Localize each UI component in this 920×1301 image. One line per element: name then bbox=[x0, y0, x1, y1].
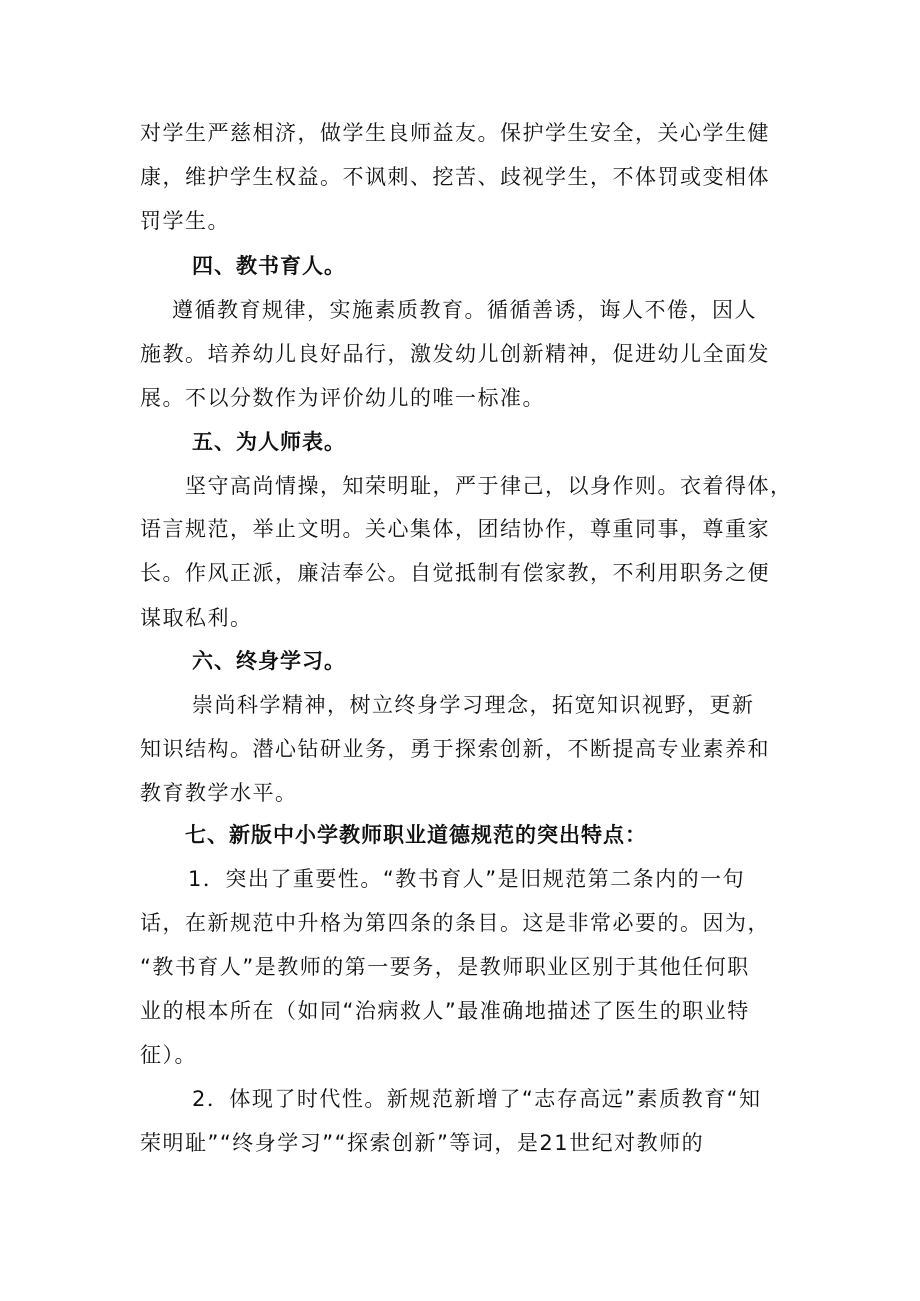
section-heading-6: 六、终身学习。 bbox=[192, 649, 346, 673]
section-heading-4: 四、教书育人。 bbox=[192, 254, 346, 278]
paragraph-line: “教书育人”是教师的第一要务，是教师职业区别于其他任何职 bbox=[140, 955, 750, 979]
paragraph-line: 对学生严慈相济，做学生良师益友。保护学生安全，关心学生健 bbox=[140, 121, 770, 145]
paragraph-line: 知识结构。潜心钻研业务，勇于探索创新，不断提高专业素养和 bbox=[140, 737, 770, 761]
paragraph-line: 坚守高尚情操，知荣明耻，严于律己，以身作则。衣着得体， bbox=[185, 474, 793, 498]
paragraph-line: 施教。培养幼儿良好品行，激发幼儿创新精神，促进幼儿全面发 bbox=[140, 342, 770, 366]
paragraph-line: 长。作风正派，廉洁奉公。自觉抵制有偿家教，不利用职务之便 bbox=[140, 561, 770, 585]
paragraph-line: 2．体现了时代性。新规范新增了“志存高远”素质教育“知 bbox=[192, 1087, 762, 1111]
paragraph-line: 1．突出了重要性。“教书育人”是旧规范第二条内的一句 bbox=[188, 867, 746, 891]
paragraph-line: 教育教学水平。 bbox=[140, 781, 298, 805]
paragraph-line: 征）。 bbox=[140, 1043, 197, 1067]
paragraph-line: 话，在新规范中升格为第四条的条目。这是非常必要的。因为， bbox=[140, 911, 770, 935]
paragraph-line: 语言规范，举止文明。关心集体，团结协作，尊重同事，尊重家 bbox=[140, 517, 770, 541]
paragraph-line: 谋取私利。 bbox=[140, 606, 253, 630]
paragraph-line: 崇尚科学精神，树立终身学习理念，拓宽知识视野，更新 bbox=[192, 693, 755, 717]
paragraph-line: 康，维护学生权益。不讽刺、挖苦、歧视学生，不体罚或变相体 bbox=[140, 165, 770, 189]
section-heading-7: 七、新版中小学教师职业道德规范的突出特点： bbox=[185, 823, 647, 847]
paragraph-line: 业的根本所在（如同“治病救人”最准确地描述了医生的职业特 bbox=[140, 999, 750, 1023]
paragraph-line: 遵循教育规律，实施素质教育。循循善诱，诲人不倦，因人 bbox=[172, 298, 757, 322]
paragraph-line: 展。不以分数作为评价幼儿的唯一标准。 bbox=[140, 386, 545, 410]
paragraph-line: 荣明耻”“终身学习”“探索创新”等词，是21世纪对教师的 bbox=[140, 1131, 705, 1155]
section-heading-5: 五、为人师表。 bbox=[192, 430, 346, 454]
paragraph-line: 罚学生。 bbox=[140, 209, 230, 233]
